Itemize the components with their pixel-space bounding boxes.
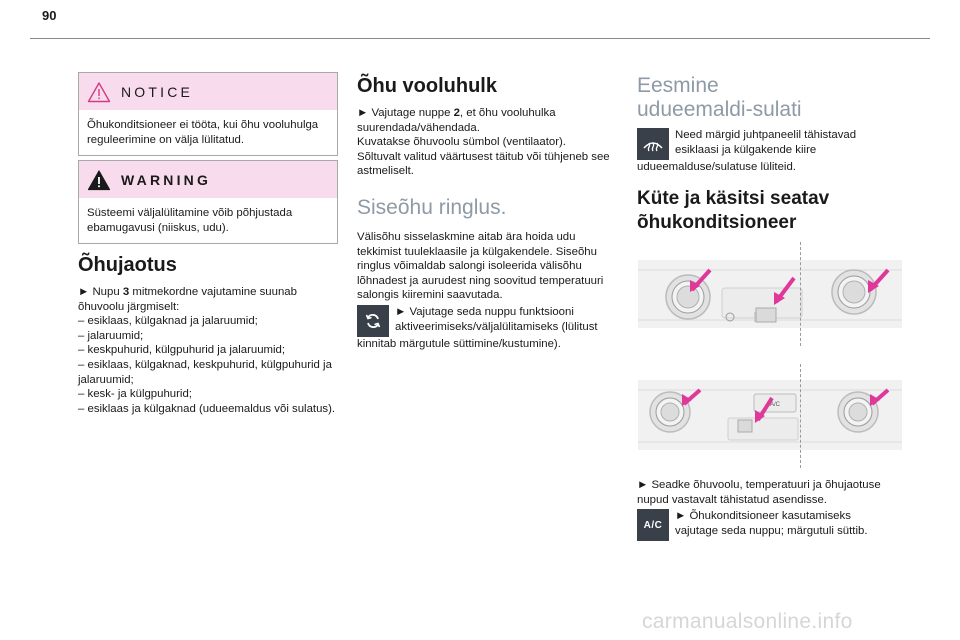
air-distribution-item: – jalaruumid; (78, 329, 144, 342)
air-distribution-item: – esiklaas ja külgaknad (udueemaldus või sulatus). (78, 402, 336, 415)
front-demist-section (637, 74, 902, 235)
warning-header (79, 161, 337, 198)
ac-panel-label: A/C (769, 402, 781, 408)
page-number: 90 (42, 8, 57, 23)
line1-prefix: ► Vajutage nuppe (357, 107, 454, 119)
air-distribution-item: – esiklaas, külgaknad ja jalaruumid; (78, 315, 258, 328)
header-divider (30, 38, 930, 39)
control-panel-illustration-top (638, 242, 902, 348)
warning-triangle-icon (87, 169, 111, 191)
front-demist-text-rest: udueemalduse/sulatuse lüliteid. (637, 161, 796, 173)
recirculation-section (357, 196, 615, 352)
notice-label: NOTICE (121, 83, 194, 100)
recirculation-instruction-rest: kinnitab märgutule süttimine/kustumine). (357, 337, 561, 350)
notice-box (78, 72, 338, 156)
heating-title-line2: õhukonditsioneer (637, 211, 797, 233)
panel-divider-dashed (800, 364, 801, 468)
front-demist-button-icon (637, 128, 669, 160)
ac-instruction-line2: vajutage seda nuppu; märgutuli süttib. (675, 524, 868, 537)
air-distribution-item: – kesk- ja külgpuhurid; (78, 388, 192, 401)
air-distribution-intro (78, 285, 338, 314)
heating-instructions (637, 478, 902, 541)
watermark: carmanualsonline.info (642, 610, 853, 633)
air-flow-line2: Kuvatakse õhuvoolu sümbol (ventilaator). (357, 136, 566, 149)
heating-title-line1: Küte ja käsitsi seatav (637, 187, 830, 209)
recirculation-text: Välisõhu sisselaskmine aitab ära hoida udu tekkimist tuuleklaasile ja külgakendele. Siseõhu ringlus võimaldab salongi isoleerida välisõhu lõhnadest ja aurudest ning soovitud temperatuuri salongis kiiremini saavutada. (357, 231, 604, 302)
control-panel-illustration-bottom (638, 368, 902, 468)
ac-instruction (675, 509, 868, 541)
ac-icon-label: A/C (643, 519, 663, 531)
air-flow-line3: Sõltuvalt valitud väärtusest täitub või tühjeneb see astmeliselt. (357, 150, 610, 178)
air-flow-section (357, 74, 615, 179)
ac-button-icon (637, 509, 669, 541)
front-demist-title-line1: Eesmine (637, 74, 719, 97)
left-rotary-knob (666, 275, 710, 319)
air-distribution-item: – esiklaas, külgaknad, keskpuhurid, külgpuhurid ja jalaruumid; (78, 358, 332, 386)
warning-box (78, 160, 338, 244)
recirculation-instruction: ► Vajutage seda nuppu funktsiooni aktiveerimiseks/väljalülitamiseks (lülitust (395, 305, 598, 333)
front-demist-title-line2: udueemaldi-sulati (637, 98, 802, 121)
air-distribution-item: – keskpuhurid, külgpuhurid ja jalaruumid; (78, 344, 286, 357)
air-distribution-title: Õhujaotus (78, 254, 177, 276)
heating-instruction: ► Seadke õhuvoolu, temperatuuri ja õhujaotuse nupud vastavalt tähistatud asendisse. (637, 479, 881, 506)
button-number: 2 (453, 107, 460, 119)
intro-prefix: ► Nupu (78, 286, 123, 298)
air-flow-line1 (357, 106, 615, 135)
air-flow-title: Õhu vooluhulk (357, 75, 497, 97)
recirculation-title: Siseõhu ringlus. (357, 196, 507, 219)
windscreen-demist-icon (642, 134, 664, 154)
warning-label: WARNING (121, 171, 212, 188)
warning-text: Süsteemi väljalülitamine võib põhjustada ebamugavusi (niiskus, udu). (87, 207, 293, 234)
button-number: 3 (122, 286, 130, 298)
panel-divider-dashed (800, 242, 801, 346)
intro-suffix: mitmekordne vajutamine suunab õhuvoolu järgmiselt: (78, 286, 297, 313)
ac-row (637, 509, 902, 541)
recirculation-button-icon (357, 305, 389, 337)
caution-triangle-icon (87, 81, 111, 103)
ac-instruction-line1: ► Õhukonditsioneer kasutamiseks (675, 510, 851, 523)
front-demist-text: Need märgid juhtpaneelil tähistavad esiklaasi ja külgakende kiire (675, 129, 857, 156)
recirculation-instruction-row (357, 305, 615, 337)
notice-text: Õhukonditsioneer ei tööta, kui õhu vooluhulga reguleerimine on välja lülitatud. (87, 119, 319, 146)
line1-suffix: , et õhu vooluhulka suurendada/vähendada. (357, 107, 556, 134)
recirculation-icon (363, 311, 383, 331)
notice-header (79, 73, 337, 110)
front-demist-row (637, 128, 902, 160)
air-distribution-section (78, 253, 338, 416)
